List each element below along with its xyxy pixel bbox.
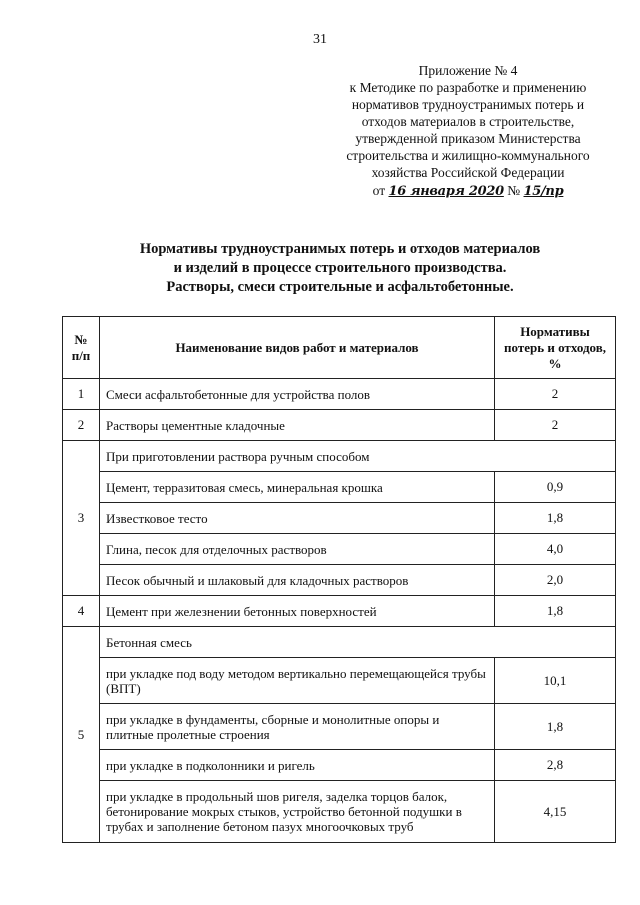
row-name: при укладке в продольный шов ригеля, заделка торцов балок, бетонирование мокрых стыков, устройство бетонной подушки в трубах и заполнение бетоном пазух многоочковых труб — [100, 781, 495, 843]
row-name: Известковое тесто — [100, 503, 495, 534]
row-num: 2 — [63, 410, 100, 441]
row-name: Глина, песок для отделочных растворов — [100, 534, 495, 565]
header-name: Наименование видов работ и материалов — [100, 317, 495, 379]
row-name: Растворы цементные кладочные — [100, 410, 495, 441]
table-row — [63, 565, 616, 596]
row-num: 1 — [63, 379, 100, 410]
table-row — [63, 658, 616, 704]
table-row — [63, 781, 616, 843]
row-value: 2,0 — [495, 565, 616, 596]
appendix-line: отходов материалов в строительстве, — [361, 114, 575, 129]
row-value: 1,8 — [495, 704, 616, 750]
handwritten-order-number: 15/пр — [523, 184, 564, 199]
row-value: 2,8 — [495, 750, 616, 781]
appendix-line: утвержденной приказом Министерства — [355, 131, 581, 146]
row-name: Цемент, терразитовая смесь, минеральная крошка — [100, 472, 495, 503]
row-value: 10,1 — [495, 658, 616, 704]
row-value: 0,9 — [495, 472, 616, 503]
row-value: 1,8 — [495, 503, 616, 534]
row-num: 4 — [63, 596, 100, 627]
row-name: Смеси асфальтобетонные для устройства полов — [100, 379, 495, 410]
table-row — [63, 379, 616, 410]
table-row — [63, 750, 616, 781]
row-value: 4,0 — [495, 534, 616, 565]
table-header-row — [63, 317, 616, 379]
title-line: Растворы, смеси строительные и асфальтобетонные. — [166, 279, 514, 295]
table-row — [63, 704, 616, 750]
appendix-block — [330, 62, 606, 200]
row-name: при укладке под воду методом вертикально перемещающейся трубы (ВПТ) — [100, 658, 495, 704]
table-row — [63, 627, 616, 658]
row-group-heading: Бетонная смесь — [100, 627, 616, 658]
document-title — [0, 240, 640, 297]
appendix-line: нормативов трудноустранимых потерь и — [351, 97, 585, 112]
row-name: Песок обычный и шлаковый для кладочных растворов — [100, 565, 495, 596]
appendix-line: к Методике по разработке и применению — [349, 80, 587, 95]
table-row — [63, 410, 616, 441]
table-row — [63, 503, 616, 534]
row-value: 1,8 — [495, 596, 616, 627]
appendix-line: Приложение № 4 — [418, 63, 518, 78]
handwritten-date: 16 января 2020 — [388, 184, 504, 199]
row-num: 5 — [63, 627, 100, 843]
appendix-line: строительства и жилищно-коммунального — [346, 148, 590, 163]
table-row — [63, 596, 616, 627]
title-line: и изделий в процессе строительного производства. — [173, 260, 507, 276]
row-name: при укладке в подколонники и ригель — [100, 750, 495, 781]
order-date-line — [330, 182, 606, 200]
row-value: 2 — [495, 379, 616, 410]
date-prefix: от — [372, 183, 386, 198]
table-row — [63, 441, 616, 472]
row-num: 3 — [63, 441, 100, 596]
title-line: Нормативы трудноустранимых потерь и отходов материалов — [139, 241, 541, 257]
table-row — [63, 534, 616, 565]
row-value: 2 — [495, 410, 616, 441]
appendix-line: хозяйства Российской Федерации — [371, 165, 565, 180]
header-num: № п/п — [63, 317, 100, 379]
norms-table — [62, 316, 616, 843]
row-value: 4,15 — [495, 781, 616, 843]
header-norm: Нормативы потерь и отходов, % — [495, 317, 616, 379]
page-number: 31 — [313, 32, 327, 47]
row-name: Цемент при железнении бетонных поверхностей — [100, 596, 495, 627]
number-prefix: № — [507, 183, 521, 198]
row-group-heading: При приготовлении раствора ручным способом — [100, 441, 616, 472]
row-name: при укладке в фундаменты, сборные и монолитные опоры и плитные пролетные строения — [100, 704, 495, 750]
table-row — [63, 472, 616, 503]
